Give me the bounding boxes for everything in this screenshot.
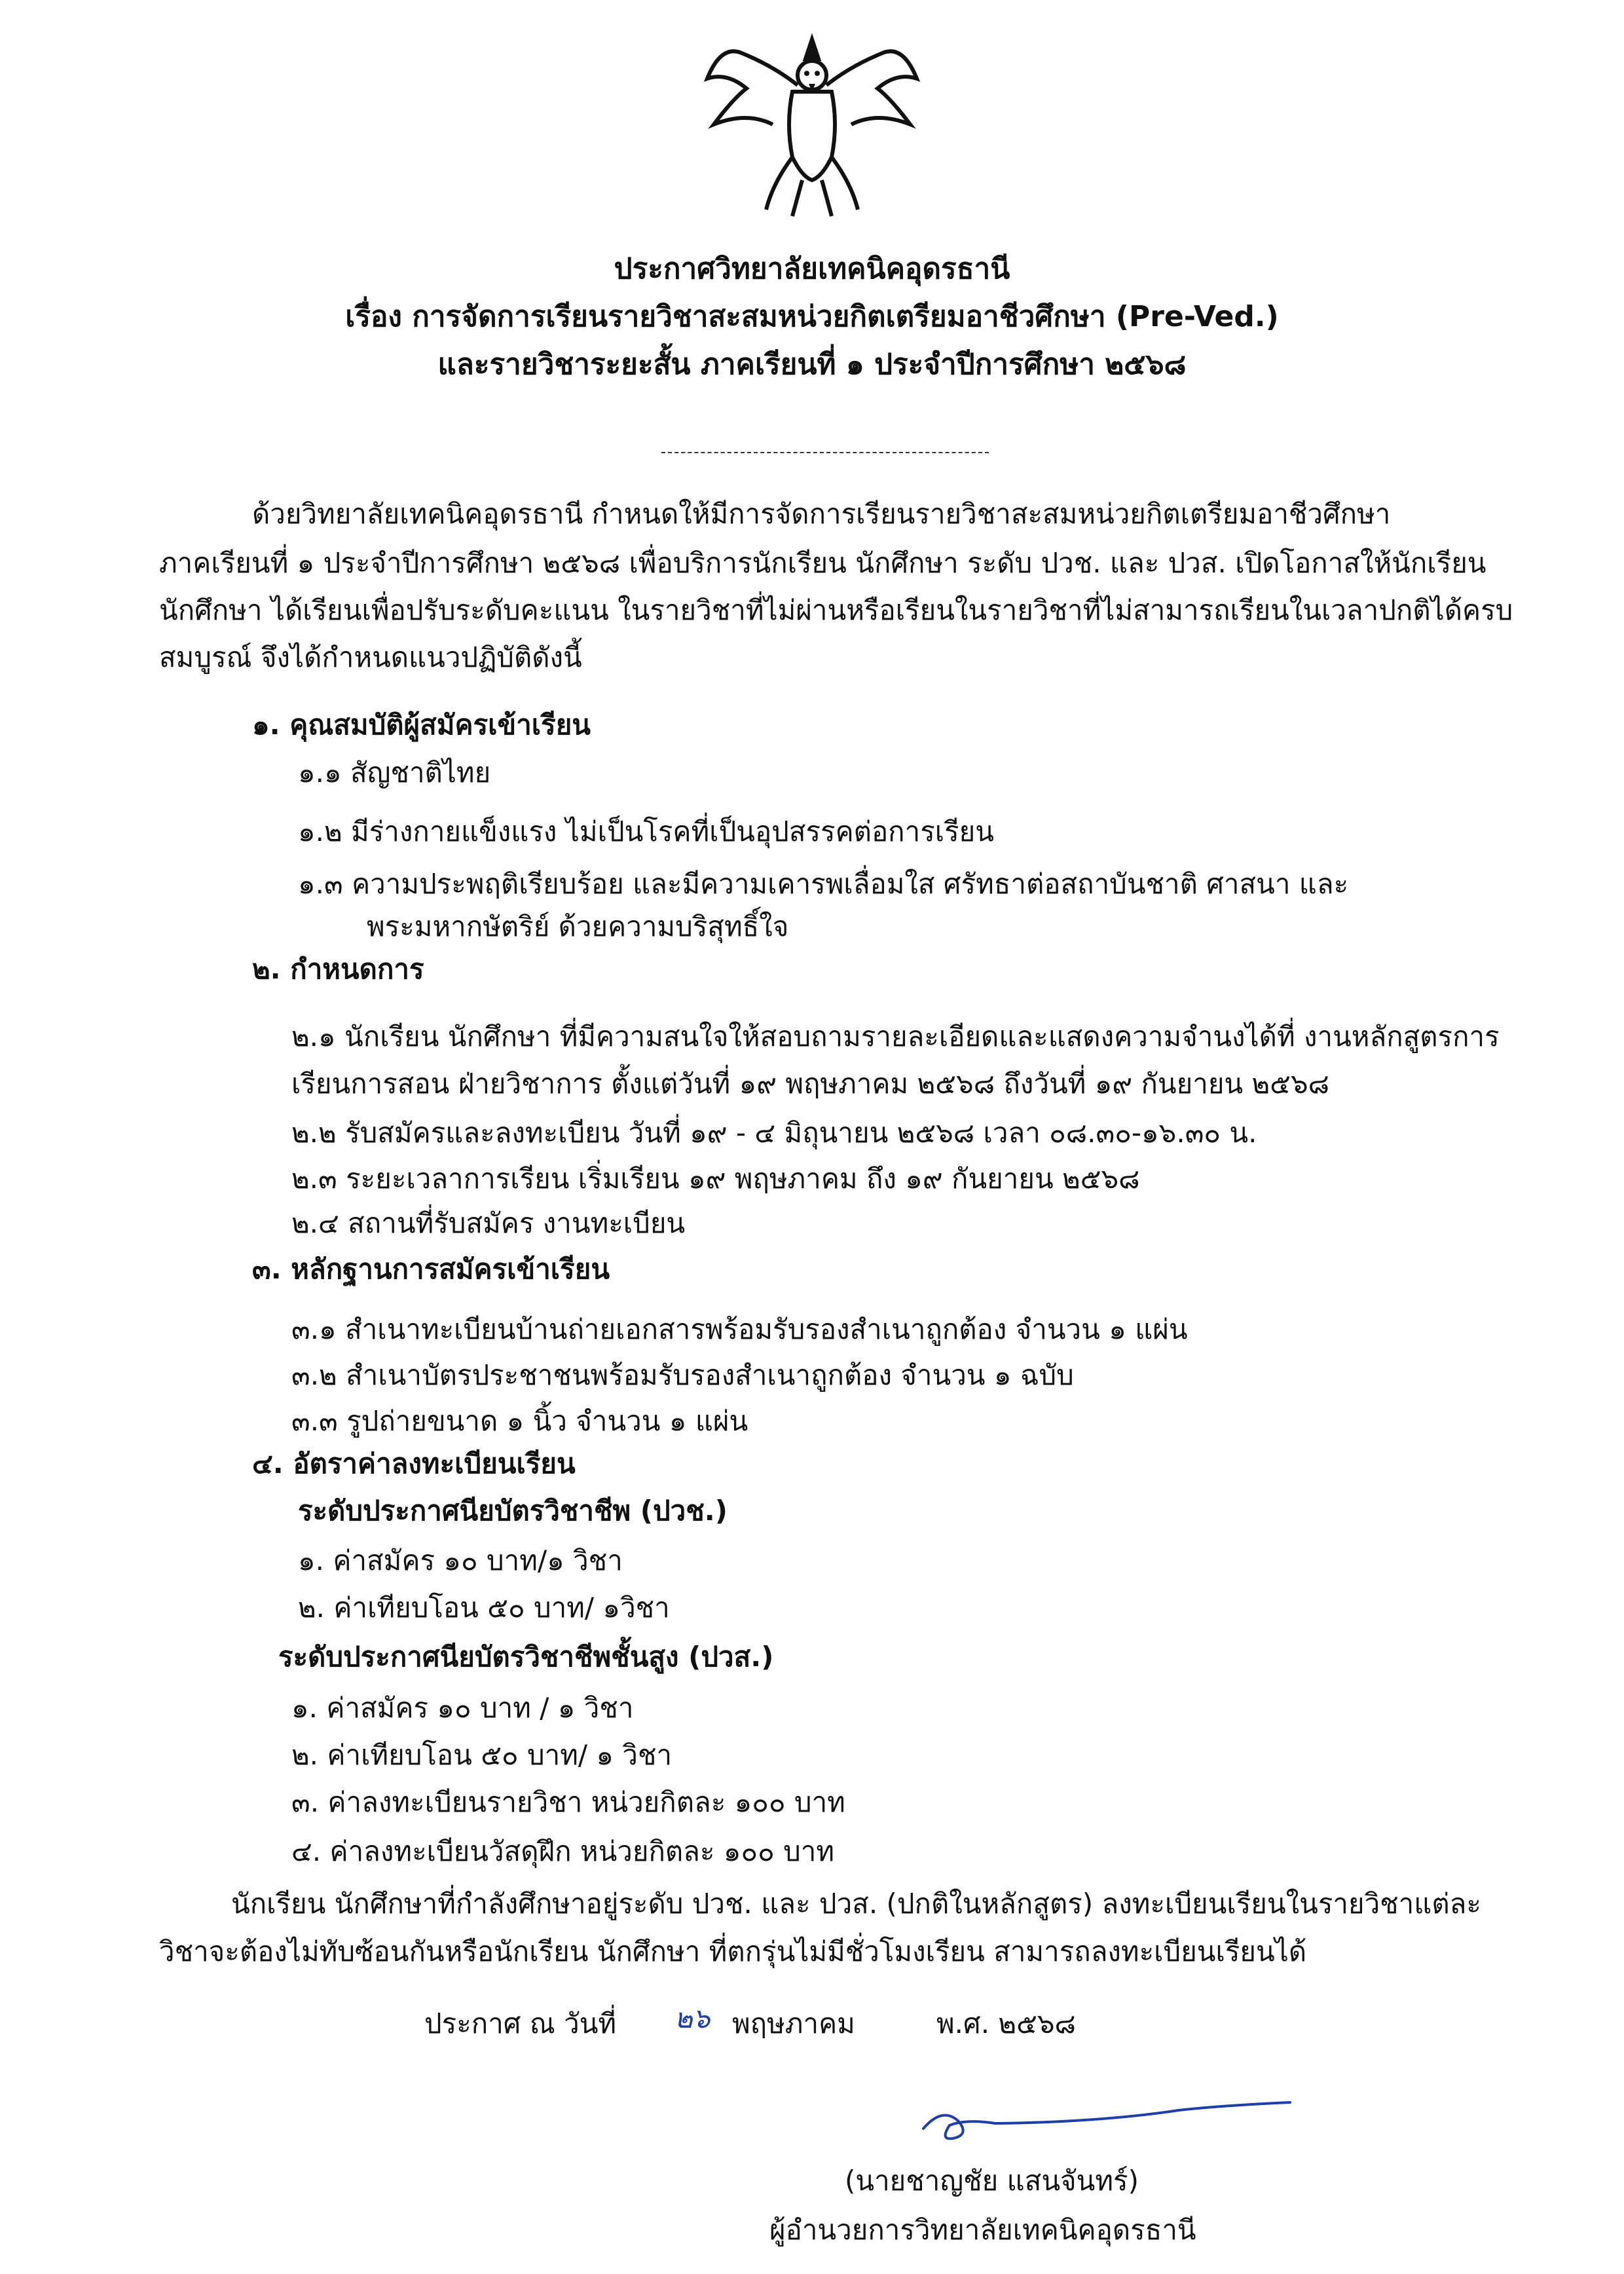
list-item: ๑.๑ สัญชาติไทย	[298, 756, 491, 789]
announcement-subject: เรื่อง การจัดการเรียนรายวิชาสะสมหน่วยกิตเตรียมอาชีวศึกษา (Pre-Ved.)	[345, 300, 1279, 333]
list-item: ๑.๓ ความประพฤติเรียบร้อย และมีความเคารพเลื่อมใส ศรัทธาต่อสถาบันชาติ ศาสนา และ	[298, 868, 1349, 900]
intro-line: สมบูรณ์ จึงได้กำหนดแนวปฏิบัติดังนี้	[159, 641, 582, 673]
list-item: ๒.๑ นักเรียน นักศึกษา ที่มีความสนใจให้สอบถามรายละเอียดและแสดงความจำนงได้ที่ งานหลักสูตรการ	[291, 1020, 1500, 1053]
section-heading: ๑. คุณสมบัติผู้สมัครเข้าเรียน	[252, 709, 591, 741]
closing-line: วิชาจะต้องไม่ทับซ้อนกันหรือนักเรียน นักศึกษา ที่ตกรุ่นไม่มีชั่วโมงเรียน สามารถลงทะเบียนเรียนได้	[159, 1935, 1307, 1967]
list-item: ๒.๔ สถานที่รับสมัคร งานทะเบียน	[291, 1207, 686, 1239]
fee-subheading: ระดับประกาศนียบัตรวิชาชีพ (ปวช.)	[298, 1495, 728, 1527]
fee-item: ๑. ค่าสมัคร ๑๐ บาท/๑ วิชา	[298, 1544, 623, 1576]
section-heading: ๒. กำหนดการ	[252, 953, 424, 985]
list-item: ๓.๑ สำเนาทะเบียนบ้านถ่ายเอกสารพร้อมรับรองสำเนาถูกต้อง จำนวน ๑ แผ่น	[291, 1313, 1188, 1345]
intro-line: นักศึกษา ได้เรียนเพื่อปรับระดับคะแนน ในรายวิชาที่ไม่ผ่านหรือเรียนในรายวิชาที่ไม่สามารถเรียนในเวลาปกติได้ครบ	[159, 594, 1513, 626]
list-item: ๑.๒ มีร่างกายแข็งแรง ไม่เป็นโรคที่เป็นอุปสรรคต่อการเรียน	[298, 815, 994, 848]
list-item: ๓.๒ สำเนาบัตรประชาชนพร้อมรับรองสำเนาถูกต้อง จำนวน ๑ ฉบับ	[291, 1359, 1074, 1391]
announce-year: พ.ศ. ๒๕๖๘	[936, 2007, 1076, 2040]
garuda-emblem-icon	[694, 26, 930, 223]
intro-line: ภาคเรียนที่ ๑ ประจำปีการศึกษา ๒๕๖๘ เพื่อบริการนักเรียน นักศึกษา ระดับ ปวช. และ ปวส. เปิดโอกาสให้นักเรียน	[159, 547, 1486, 579]
list-item: ๒.๓ ระยะเวลาการเรียน เริ่มเรียน ๑๙ พฤษภาคม ถึง ๑๙ กันยายน ๒๕๖๘	[291, 1163, 1140, 1195]
section-heading: ๓. หลักฐานการสมัครเข้าเรียน	[252, 1253, 610, 1285]
fee-item: ๒. ค่าเทียบโอน ๕๐ บาท/ ๑วิชา	[298, 1592, 670, 1624]
list-item: ๒.๒ รับสมัครและลงทะเบียน วันที่ ๑๙ - ๔ มิถุนายน ๒๕๖๘ เวลา ๐๘.๓๐-๑๖.๓๐ น.	[291, 1117, 1257, 1149]
header-divider	[661, 452, 989, 453]
list-item: พระมหากษัตริย์ ด้วยความบริสุทธิ์ใจ	[367, 910, 789, 942]
list-item: ๓.๓ รูปถ่ายขนาด ๑ นิ้ว จำนวน ๑ แผ่น	[291, 1405, 748, 1437]
announce-month: พฤษภาคม	[732, 2007, 855, 2040]
section-heading: ๔. อัตราค่าลงทะเบียนเรียน	[252, 1447, 576, 1480]
announce-date-prefix: ประกาศ ณ วันที่	[424, 2007, 617, 2040]
fee-item: ๑. ค่าสมัคร ๑๐ บาท / ๑ วิชา	[291, 1692, 634, 1724]
list-item: เรียนการสอน ฝ่ายวิชาการ ตั้งแต่วันที่ ๑๙ พฤษภาคม ๒๕๖๘ ถึงวันที่ ๑๙ กันยายน ๒๕๖๘	[291, 1068, 1330, 1100]
fee-subheading: ระดับประกาศนียบัตรวิชาชีพชั้นสูง (ปวส.)	[278, 1641, 774, 1673]
closing-line: นักเรียน นักศึกษาที่กำลังศึกษาอยู่ระดับ ปวช. และ ปวส. (ปกติในหลักสูตร) ลงทะเบียนเรียนในรายวิชาแต่ละ	[231, 1888, 1481, 1920]
intro-line: ด้วยวิทยาลัยเทคนิคอุดรธานี กำหนดให้มีการจัดการเรียนรายวิชาสะสมหน่วยกิตเตรียมอาชีวศึกษา	[252, 498, 1391, 530]
signatory-title: ผู้อำนวยการวิทยาลัยเทคนิคอุดรธานี	[769, 2214, 1196, 2246]
signature	[904, 2083, 1297, 2155]
announcement-subject-cont: และรายวิชาระยะสั้น ภาคเรียนที่ ๑ ประจำปีการศึกษา ๒๕๖๘	[437, 348, 1187, 381]
announce-day: ๒๖	[674, 2002, 710, 2034]
signatory-name: (นายชาญชัย แสนจันทร์)	[845, 2165, 1139, 2197]
fee-item: ๓. ค่าลงทะเบียนรายวิชา หน่วยกิตละ ๑๐๐ บาท	[291, 1786, 845, 1818]
fee-item: ๔. ค่าลงทะเบียนวัสดุฝึก หน่วยกิตละ ๑๐๐ บาท	[291, 1835, 835, 1867]
fee-item: ๒. ค่าเทียบโอน ๕๐ บาท/ ๑ วิชา	[291, 1739, 673, 1771]
announcement-title: ประกาศวิทยาลัยเทคนิคอุดรธานี	[614, 252, 1010, 286]
